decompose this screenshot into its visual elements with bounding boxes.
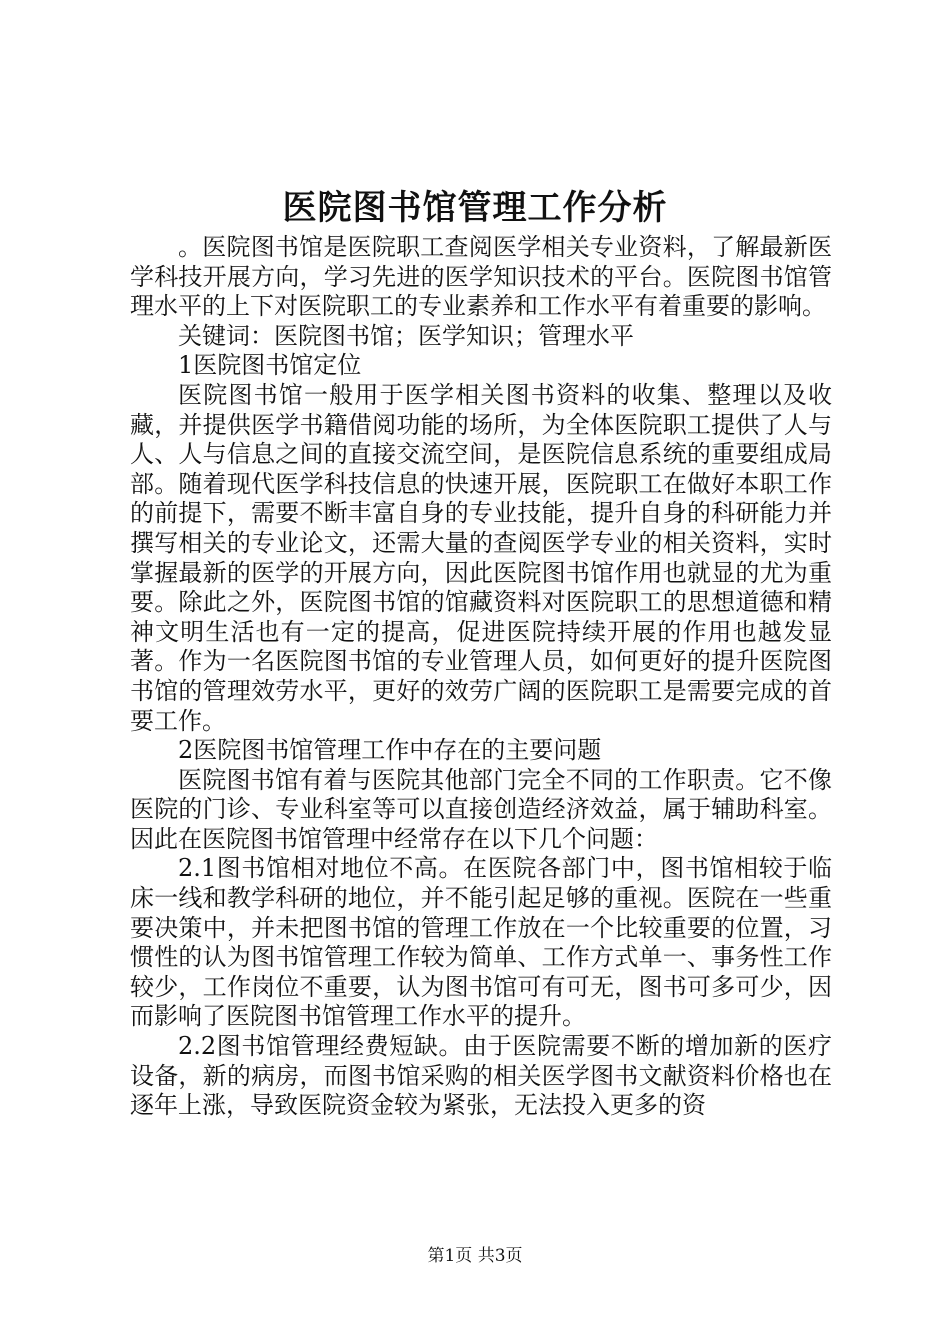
section-heading-1: 1医院图书馆定位 <box>178 351 362 380</box>
body-paragraph: 医院图书馆一般用于医学相关图书资料的收集、整理以及收藏，并提供医学书籍借阅功能的场所，为全体医院职工提供了人与人、人与信息之间的直接交流空间，是医院信息系统的重要组成局部。随着现代医学科技信息的快速开展，医院职工在做好本职工作的前提下，需要不断丰富自身的专业技能，提升自身的科研能力并撰写相关的专业论文，还需大量的查阅医学专业的相关资料，实时掌握最新的医学的开展方向，因此医院图书馆作用也就显的尤为重要。除此之外，医院图书馆的馆藏资料对医院职工的思想道德和精神文明生活也有一定的提高，促进医院持续开展的作用也越发显著。作为一名医院图书馆的专业管理人员，如何更好的提升医院图书馆的管理效劳水平，更好的效劳广阔的医院职工是需要完成的首要工作。 <box>130 380 832 735</box>
section-heading-2: 2医院图书馆管理工作中存在的主要问题 <box>178 736 602 765</box>
page-number-footer: 第1页 共3页 <box>427 1246 523 1266</box>
body-paragraph: 医院图书馆有着与医院其他部门完全不同的工作职责。它不像医院的门诊、专业科室等可以直接创造经济效益，属于辅助科室。因此在医院图书馆管理中经常存在以下几个问题： <box>130 765 832 853</box>
document-body <box>130 233 832 1121</box>
subsection-paragraph-2-2: 2.2图书馆管理经费短缺。由于医院需要不断的增加新的医疗设备，新的病房，而图书馆采购的相关医学图书文献资料价格也在逐年上涨，导致医院资金较为紧张，无法投入更多的资 <box>130 1032 832 1120</box>
abstract-paragraph: 。医院图书馆是医院职工查阅医学相关专业资料，了解最新医学科技开展方向，学习先进的医学知识技术的平台。医院图书馆管理水平的上下对医院职工的专业素养和工作水平有着重要的影响。 <box>130 233 832 321</box>
document-title: 医院图书馆管理工作分析 <box>282 188 668 228</box>
subsection-paragraph-2-1: 2.1图书馆相对地位不高。在医院各部门中，图书馆相较于临床一线和教学科研的地位，并不能引起足够的重视。医院在一些重要决策中，并未把图书馆的管理工作放在一个比较重要的位置，习惯性的认为图书馆管理工作较为简单、工作方式单一、事务性工作较少，工作岗位不重要，认为图书馆可有可无，图书可多可少，因而影响了医院图书馆管理工作水平的提升。 <box>130 854 832 1031</box>
keywords-line: 关键词：医院图书馆；医学知识；管理水平 <box>178 321 634 350</box>
